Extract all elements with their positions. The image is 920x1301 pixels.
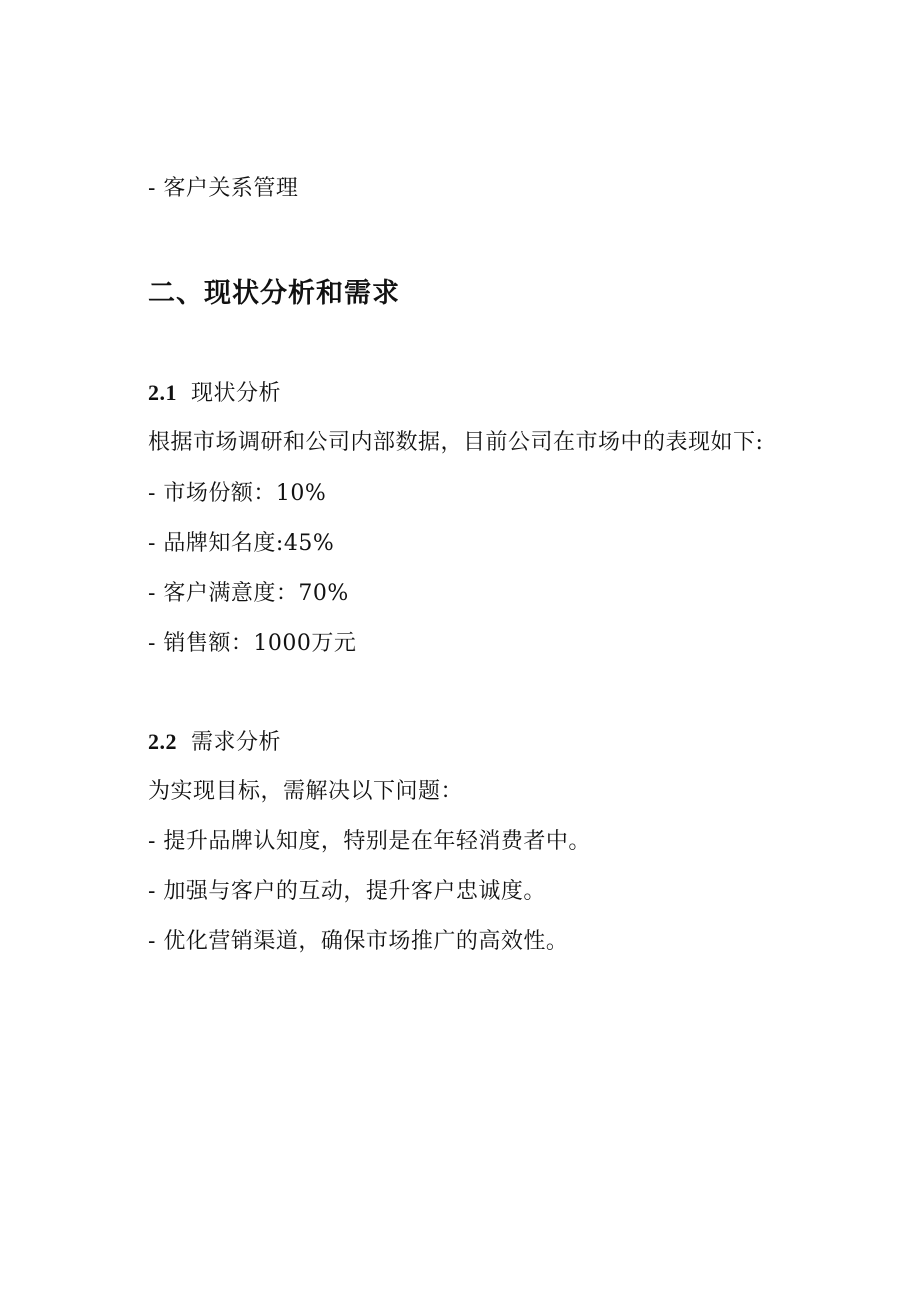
list-item: - 市场份额：10%	[148, 481, 327, 506]
subsection-number: 2.1	[148, 380, 177, 405]
subsection-number: 2.2	[148, 729, 177, 754]
list-item: - 提升品牌认知度，特别是在年轻消费者中。	[148, 829, 591, 854]
subsection-title: 现状分析	[191, 381, 282, 406]
subsection-heading	[148, 378, 281, 409]
paragraph: 根据市场调研和公司内部数据，目前公司在市场中的表现如下:	[148, 430, 764, 455]
paragraph: 为实现目标，需解决以下问题：	[148, 779, 464, 804]
list-item: - 销售额：1000万元	[148, 631, 357, 656]
subsection-heading	[148, 727, 281, 758]
list-item: - 品牌知名度:45%	[148, 531, 335, 556]
list-item: - 客户关系管理	[148, 176, 299, 201]
section-heading: 二、现状分析和需求	[148, 278, 400, 309]
list-item: - 加强与客户的互动，提升客户忠诚度。	[148, 879, 546, 904]
list-item: - 客户满意度：70%	[148, 581, 349, 606]
subsection-title: 需求分析	[191, 730, 282, 755]
list-item: - 优化营销渠道，确保市场推广的高效性。	[148, 929, 569, 954]
